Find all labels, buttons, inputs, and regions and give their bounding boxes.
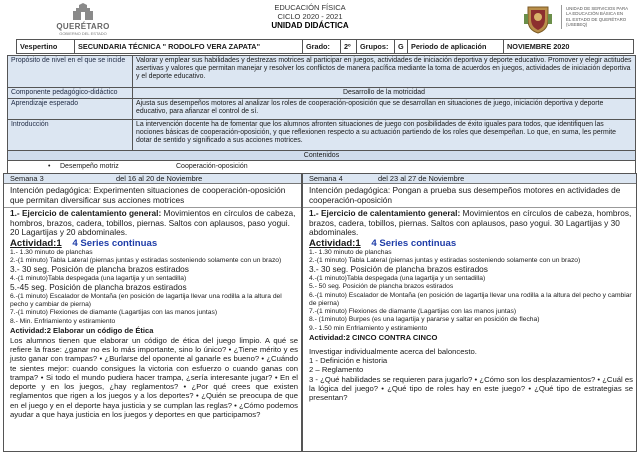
componente-value: Desarrollo de la motricidad bbox=[133, 88, 636, 99]
exercise-item: 7.-(1 minuto) Flexiones de diamante (Lagartijas con las manos juntas) bbox=[309, 308, 517, 316]
planning-table bbox=[7, 55, 636, 151]
exercise-item: 2.-(1 minuto) Tabla Lateral (piernas juntas y estiradas sosteniendo solamente con un brazo) bbox=[309, 257, 581, 265]
week-4-header bbox=[303, 174, 636, 184]
title-line-1: EDUCACIÓN FÍSICA bbox=[274, 3, 346, 12]
grado-value: 2º bbox=[341, 40, 357, 54]
actividad-1-series: 4 Series continuas bbox=[72, 237, 158, 249]
actividad-1-label: Actividad:1 bbox=[10, 237, 62, 249]
periodo-value: NOVIEMBRE 2020 bbox=[504, 40, 634, 54]
week-4-paragraph: 3 - ¿Qué habilidades se requieren para jugarlo? • ¿Cómo son los desplazamientos? • ¿Cuál es la lógica del juego? • ¿Qué tipo de roles hay en este juego? • ¿Qué tipo de estrategias se presentan? bbox=[309, 374, 633, 403]
queretaro-logo bbox=[48, 3, 118, 36]
week-3-body bbox=[4, 208, 301, 419]
exercise-item: 6.-(1 minuto) Escalador de Montaña (en posición de lagartija llevar una rodilla a la altura del pecho y cambiar de pierna) bbox=[10, 292, 282, 309]
exercise-item: 2.-(1 minuto) Tabla Lateral (piernas juntas y estiradas sosteniendo solamente con un brazo) bbox=[10, 257, 282, 265]
school-name-cell: SECUNDARIA TÉCNICA " RODOLFO VERA ZAPATA" bbox=[75, 40, 303, 54]
title-line-2: CICLO 2020 - 2021 bbox=[277, 12, 343, 21]
aprendizaje-value: Ajusta sus desempeños motores al analizar los roles de cooperación-oposición que se desarrollan en situaciones de juego, iniciación deportiva y deporte educativo, para afianzar el control de sí. bbox=[133, 99, 636, 120]
week-3-paragraph: Los alumnos tienen que elaborar un código de ética del juego limpio. A qué se refiere la frase: ¿ganar no es lo más importante, sino lo único? • ¿Tiene mérito y es justo ganar con trampas? • ¿Burlarse del oponente al ganarle es bueno? • ¿Cuándo te sientes mejor: cuando consigues la victoria con esfuerzo o cuando ganas con trampa? • Si todo el mundo pudiera hacer trampa, ¿sería interesante jugar? • En el deporte y en los juegos, ¿hay reglamentos? • ¿Por qué crees que existen reglamentos que rigen a los juegos y a los deportes? • ¿Quién se preocupa de que en el juego y en el deporte haya justicia y se cumplan las reglas? • ¿Cómo podemos ayudar a que haya justicia en los juegos y deportes en que participamos? bbox=[10, 335, 298, 420]
usebeq-line-4: (USEBEQ) bbox=[566, 22, 588, 28]
introduccion-label: Introducción bbox=[8, 120, 133, 151]
exercise-item: 9.- 1.50 min Enfriamiento y estiramiento bbox=[309, 324, 428, 332]
logo-subtitle: GOBIERNO DEL ESTADO bbox=[59, 31, 107, 36]
week-4-intencion: Intención pedagógica: Pongan a prueba sus desempeños motores en actividades de cooperación-oposición bbox=[303, 184, 636, 208]
warmup-title: 1.- Ejercicio de calentamiento general: bbox=[10, 208, 162, 218]
contenidos-header: Contenidos bbox=[7, 150, 636, 161]
usebeq-label bbox=[566, 6, 638, 28]
proposito-value: Valorar y emplear sus habilidades y destrezas motrices al participar en juegos, actividades de iniciación deportiva y deporte educativo. Promover y elegir actitudes asertivas y valores que permitan manejar y resolver los conflictos de manera pacífica mediante la toma de acuerdos en juegos, actividades de iniciación deportiva y el deporte educativo. bbox=[133, 56, 636, 88]
week-3-actividad-2: Actividad:2 Elaborar un código de Ética bbox=[10, 326, 154, 336]
document-header bbox=[0, 0, 638, 40]
desempeno-label: Desempeño motriz bbox=[60, 163, 119, 170]
exercise-item: 4.-(1 minuto)Tabla despegada (una lagartija y un sentadilla) bbox=[10, 274, 187, 282]
periodo-label: Periodo de aplicación bbox=[408, 40, 504, 54]
exercise-item: 6.-(1 minuto) Escalador de Montaña (en posición de lagartija llevar una rodilla a la altura del pecho y cambiar de pierna) bbox=[309, 291, 632, 307]
week-3-intencion: Intención pedagógica: Experimenten situaciones de cooperación-oposición que permitan diversificar sus acciones motrices bbox=[4, 184, 301, 208]
exercise-item: 3.- 30 seg. Posición de plancha brazos estirados bbox=[309, 264, 488, 275]
warmup-text: Movimientos en círculos de cabeza, hombros, brazos, cadera, tobillos, piernas. Saltos con aplausos, paso yogui. 20 Lagartijas y 20 abdominales. bbox=[10, 208, 296, 238]
title-line-3: UNIDAD DIDÁCTICA bbox=[271, 21, 349, 30]
componente-label: Componente pedagógico-didáctico bbox=[8, 88, 133, 99]
desempeno-value: Cooperación-oposición bbox=[176, 163, 248, 170]
week-4-actividad-1 bbox=[309, 238, 633, 249]
week-3-actividad-1 bbox=[10, 238, 298, 249]
week-4-warmup bbox=[309, 209, 633, 238]
exercise-item: 1.- 1.30 minuto de planchas bbox=[309, 248, 392, 256]
exercise-item: 5.- 50 seg. Posición de plancha brazos estirados bbox=[309, 283, 454, 291]
grado-label: Grado: bbox=[303, 40, 341, 54]
usebeq-line-3: EL ESTADO DE QUERÉTARO bbox=[566, 16, 627, 22]
warmup-title: 1.- Ejercicio de calentamiento general: bbox=[309, 208, 461, 218]
exercise-item: 1.- 1.30 minuto de planchas bbox=[10, 248, 93, 256]
week-4-actividad-2: Actividad:2 CINCO CONTRA CINCO bbox=[309, 333, 438, 343]
exercise-item: 3.- 30 seg. Posición de plancha brazos estirados bbox=[10, 264, 189, 275]
queretaro-emblem-icon bbox=[70, 3, 96, 21]
document-title bbox=[230, 3, 390, 30]
exercise-item: 7.-(1 minuto) Flexiones de diamante (Lagartijas con las manos juntas) bbox=[10, 309, 218, 317]
list-item: 1 - Definición e historia bbox=[309, 355, 388, 365]
school-info-row bbox=[16, 39, 634, 54]
exercise-item: 4.-(1 minuto)Tabla despegada (una lagartija y un sentadilla) bbox=[309, 274, 486, 282]
week-4-label: Semana 4 bbox=[309, 174, 343, 183]
list-item: 2 – Reglamento bbox=[309, 365, 364, 375]
state-crest-icon bbox=[522, 4, 554, 34]
aprendizaje-label: Aprendizaje esperado bbox=[8, 99, 133, 120]
grupo-value: G bbox=[395, 40, 408, 54]
warmup-text: Movimientos en círculos de cabeza, hombros, brazos, cadera, tobillos, piernas. Saltos con aplausos, paso yogui. 30 Lagartijas y 30 abdominales. bbox=[309, 208, 632, 238]
exercise-item: 8.- (1minuto) Burpes (es una lagartija y pararse y saltar en posición de flecha) bbox=[309, 316, 540, 324]
week-3-dates: del 16 al 20 de Noviembre bbox=[116, 174, 203, 183]
logo-name: QUERÉTARO bbox=[56, 22, 110, 31]
grupos-label: Grupos: bbox=[357, 40, 395, 54]
desempeno-row bbox=[7, 161, 636, 173]
week-3-warmup bbox=[10, 209, 298, 238]
usebeq-line-1: UNIDAD DE SERVICIOS PARA bbox=[566, 6, 629, 11]
week-4-column bbox=[302, 173, 637, 452]
exercise-item: 8.- Min. Enfriamiento y estiramiento bbox=[10, 317, 116, 325]
desempeno-bullet: • bbox=[48, 163, 51, 170]
usebeq-line-2: LA EDUCACIÓN BÁSICA EN bbox=[566, 11, 624, 17]
actividad-1-series: 4 Series continuas bbox=[371, 237, 457, 249]
exercise-item: 5.-45 seg. Posición de plancha brazos estirados bbox=[10, 282, 187, 293]
week-3-header bbox=[4, 174, 301, 184]
week-3-column bbox=[3, 173, 302, 452]
week-3-label: Semana 3 bbox=[10, 174, 44, 183]
week-4-investigar: Investigar individualmente acerca del baloncesto. bbox=[309, 346, 477, 356]
actividad-1-label: Actividad:1 bbox=[309, 237, 361, 249]
proposito-label: Propósito de nivel en el que se incide bbox=[8, 56, 133, 88]
header-divider bbox=[561, 5, 562, 29]
week-4-dates: del 23 al 27 de Noviembre bbox=[378, 174, 465, 183]
turno-cell: Vespertino bbox=[17, 40, 75, 54]
week-4-body bbox=[303, 208, 636, 402]
introduccion-value: La intervención docente ha de fomentar que los alumnos afronten situaciones de juego con posibilidades de éxito iguales para todos, que identifiquen las nociones básicas de cooperación-oposición, y que reflexionen respecto a su actuación partiendo de los roles que desempeñan. Lo que, en suma, les permite dotar de sentido y significado a sus acciones motrices. bbox=[133, 120, 636, 151]
